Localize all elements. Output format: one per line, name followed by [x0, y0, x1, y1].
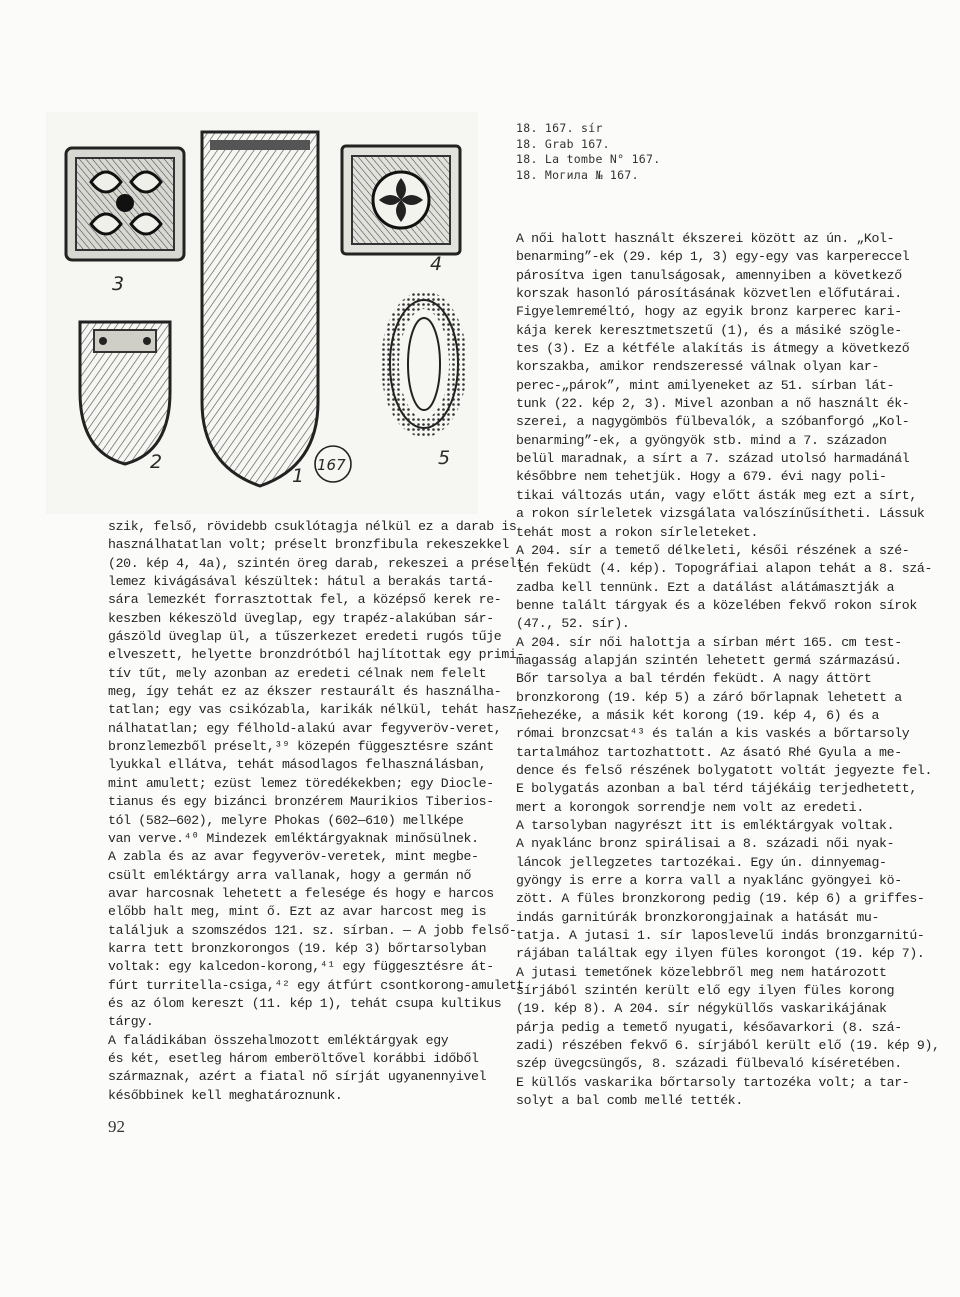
text-line: későbbre nem tehetjük. Hogy a 679. évi nagy poli- [516, 469, 887, 485]
text-line: lemez kivágásával készültek: hátul a berakás tartá- [108, 574, 494, 590]
text-line: kája kerek keresztmetszetű (1), és a másiké szögle- [516, 322, 902, 338]
right-text-column [516, 230, 940, 1111]
text-line: és az ólom kereszt (11. kép 1), tehát csupa kultikus [108, 995, 502, 1011]
text-line: indás garnitúrák bronzkorongjainak a hatását mu- [516, 909, 880, 925]
text-line: benarming”-ek (29. kép 1, 3) egy-egy vas karpereccel [516, 249, 910, 265]
text-line: dence és felső részének bolygatott voltát jegyezte fel. [516, 762, 933, 778]
page-number: 92 [108, 1117, 125, 1136]
text-line: benarming”-ek, a gyöngyök stb. mind a 7. századon [516, 432, 887, 448]
text-line: csült emléktárgy arra vallanak, hogy a germán nő [108, 867, 472, 883]
caption-hungarian: 18. 167. sír [516, 121, 603, 135]
text-line: karra tett bronzkorongos (19. kép 3) bőrtarsolyban [108, 940, 487, 956]
text-line: (47., 52. sír). [516, 616, 630, 632]
caption-french: 18. La tombe N° 167. [516, 152, 661, 166]
text-line: mert a korongok sorrendje nem volt az eredeti. [516, 799, 864, 815]
text-line: tianus és egy bizánci bronzérem Maurikios Tiberios- [108, 794, 494, 810]
text-line: (19. kép 8). A 204. sír négyküllős vaskarikájának [516, 1001, 887, 1017]
artifact-2-plate [80, 322, 170, 464]
figure-caption [516, 121, 816, 183]
caption-russian: 18. Могила № 167. [516, 167, 639, 182]
text-line: E bolygatás azonban a bal térd tájékáig terjedhetett, [516, 781, 917, 797]
text-line: tartalmához tartozhattott. Az ásató Rhé Gyula a me- [516, 744, 902, 760]
text-line: A jutasi temetőnek közelebbről meg nem határozott [516, 964, 887, 980]
text-line: párosítva igen tanulságosak, amennyiben a következő [516, 267, 902, 283]
text-line: a rokon sírleletek vizsgálata valószínűsítheti. Lássuk [516, 506, 925, 522]
artifact-3-plate [66, 148, 184, 260]
artifact-figure [46, 112, 478, 514]
text-line: tatja. A jutasi 1. sír laposlevelű indás bronzgarnitú- [516, 928, 925, 944]
caption-german: 18. Grab 167. [516, 136, 610, 151]
text-line: belül maradnak, a sírt a 7. század utolsó harmadánál [516, 451, 910, 467]
text-line: tes (3). Ez a kétféle alakítás is átmegy a következő [516, 341, 910, 357]
figure-label-4: 4 [430, 253, 443, 275]
text-line: (20. kép 4, 4a), szintén öreg darab, rekeszei a préselt [108, 555, 525, 571]
text-line: bronzlemezből préselt,³⁹ közepén függesztésre szánt [108, 739, 494, 755]
text-line: sára lemezkét forrasztottak fel, a középső kerek re- [108, 592, 502, 608]
artifact-drawings [46, 112, 478, 514]
text-line: tatlan; egy vas csikózabla, karikák nélkül, tehát hasz- [108, 702, 525, 718]
text-line: A tarsolyban nagyrészt itt is emléktárgyak voltak. [516, 818, 895, 833]
text-line: meg, így tehát ez az ékszer restaurált és használha- [108, 684, 502, 700]
text-line: korszak hasonló párosításának közvetlen előfutárai. [516, 286, 902, 302]
text-line: zött. A füles bronzkorong pedig (19. kép 6) a griffes- [516, 891, 925, 907]
text-line: A 204. sír női halottja a sírban mért 165. cm test- [516, 634, 902, 650]
figure-label-5: 5 [438, 447, 451, 469]
text-line: párja pedig a temető nyugati, későavarkori (8. szá- [516, 1019, 902, 1035]
figure-label-1: 1 [292, 465, 305, 487]
text-line: Figyelemreméltó, hogy az egyik bronz karperec kari- [516, 304, 902, 320]
text-line: és két, esetleg három emberöltővel korábbi időből [108, 1050, 479, 1066]
text-line: zadba kell tennünk. Ezt a datálást alátámasztják a [516, 579, 895, 595]
text-line: zadi) részében fekvő 6. sírjából került elő (19. kép 9), [516, 1038, 940, 1054]
text-line: sírjából szintén került elő egy ilyen füles korong [516, 983, 895, 999]
text-line: korszakba, amikor rendszeressé válnak olyan kar- [516, 359, 880, 375]
artifact-4-plate [342, 146, 460, 254]
text-line: A nyaklánc bronz spirálisai a 8. századi női nyak- [516, 836, 895, 852]
text-line: voltak: egy kalcedon-korong,⁴¹ egy függesztésre át- [108, 959, 494, 975]
text-line: lén feküdt (4. kép). Topográfiai alapon tehát a 8. szá- [516, 561, 933, 577]
text-line: avar harcosnak lehetett a felesége és hogy e harcos [108, 885, 494, 901]
text-line: használhatatlan volt; préselt bronzfibula rekeszekkel [108, 537, 509, 553]
text-line: magasság alapján szintén lehetett germá származású. [516, 652, 902, 668]
text-line: láncok jellegzetes tartozékai. Egy ún. dinnyemag- [516, 854, 887, 870]
left-text-column [108, 518, 525, 1105]
text-line: tikai változás után, vagy előtt ásták meg ezt a sírt, [516, 487, 917, 503]
figure-label-2: 2 [150, 451, 163, 473]
text-line: tól (582—602), melyre Phokas (602—610) mellképe [108, 812, 464, 828]
text-line: rájában találtak egy ilyen füles korongot (19. kép 7). [516, 946, 925, 962]
text-line: A zabla és az avar fegyveröv-veretek, mint megbe- [108, 849, 479, 865]
text-line: találjuk a szomszédos 121. sz. sírban. — A jobb felső- [108, 922, 517, 938]
text-line: bronzkorong (19. kép 5) a záró bőrlapnak lehetett a [516, 689, 902, 705]
text-line: előbb halt meg, mint ő. Ezt az avar harcost meg is [108, 904, 487, 920]
text-line: származnak, azért a fiatal nő sírját ugyanennyivel [108, 1069, 487, 1085]
text-line: perec-„párok”, mint amilyeneket az 51. sírban lát- [516, 377, 895, 393]
text-line: keszben kékeszöld üveglap, egy trapéz-alakúban sár- [108, 610, 494, 626]
text-line: elveszett, helyette bronzdrótból hajlítottak egy primi- [108, 647, 525, 663]
text-line: nehezéke, a másik két korong (19. kép 4, 6) és a [516, 707, 880, 723]
text-line: tárgy. [108, 1014, 154, 1030]
text-line: van verve.⁴⁰ Mindezek emléktárgyaknak minősülnek. [108, 830, 479, 846]
figure-label-3: 3 [112, 273, 125, 295]
text-line: tehát most a rokon sírleleteket. [516, 524, 759, 540]
artifact-1-strap-end [202, 132, 318, 486]
text-line: szerei, a nagygömbös fülbevalók, a szóbanforgó „Kol- [516, 414, 910, 430]
text-line: A 204. sír a temető délkeleti, késői részének a szé- [516, 542, 910, 558]
text-line: szik, felső, rövidebb csuklótagja nélkül ez a darab is [108, 519, 517, 534]
text-line: A faládikában összehalmozott emléktárgyak egy [108, 1032, 449, 1048]
text-line: solyt a bal comb mellé tették. [516, 1093, 743, 1109]
text-line: lyukkal ellátva, tehát másodlagos felhasználásban, [108, 757, 487, 773]
text-line: római bronzcsat⁴³ és talán a kis vaskés a bőrtarsoly [516, 726, 910, 742]
text-line: fúrt turritella-csiga,⁴² egy átfúrt csontkorong-amulett [108, 977, 525, 993]
figure-label-167: 167 [317, 456, 346, 474]
text-line: Bőr tarsolya a bal térdén feküdt. A nagy áttört [516, 671, 872, 687]
text-line: szép üvegcsüngős, 8. századi fülbevaló kíséretében. [516, 1056, 902, 1072]
text-line: benne talált tárgyak és a közelében fekvő rokon sírok [516, 597, 917, 613]
text-line: gászöld üveglap ül, a tűszerkezet eredeti rugós tűje [108, 629, 502, 645]
text-line: nálhatatlan; egy félhold-alakú avar fegyveröv-veret, [108, 720, 502, 736]
text-line: A női halott használt ékszerei között az ún. „Kol- [516, 231, 895, 246]
text-line: tív tűt, mely azonban az eredeti célnak nem felelt [108, 665, 487, 681]
text-line: gyöngy is erre a korra vall a nyaklánc gyöngyei kö- [516, 873, 902, 889]
text-line: E küllős vaskarika bőrtarsoly tartozéka volt; a tar- [516, 1074, 910, 1090]
text-line: tunk (22. kép 2, 3). Mivel azonban a nő használt ék- [516, 396, 910, 412]
text-line: mint amulett; ezüst lemez töredékekben; egy Dioclе- [108, 775, 494, 791]
text-line: későbbinek kell meghatároznunk. [108, 1087, 343, 1103]
